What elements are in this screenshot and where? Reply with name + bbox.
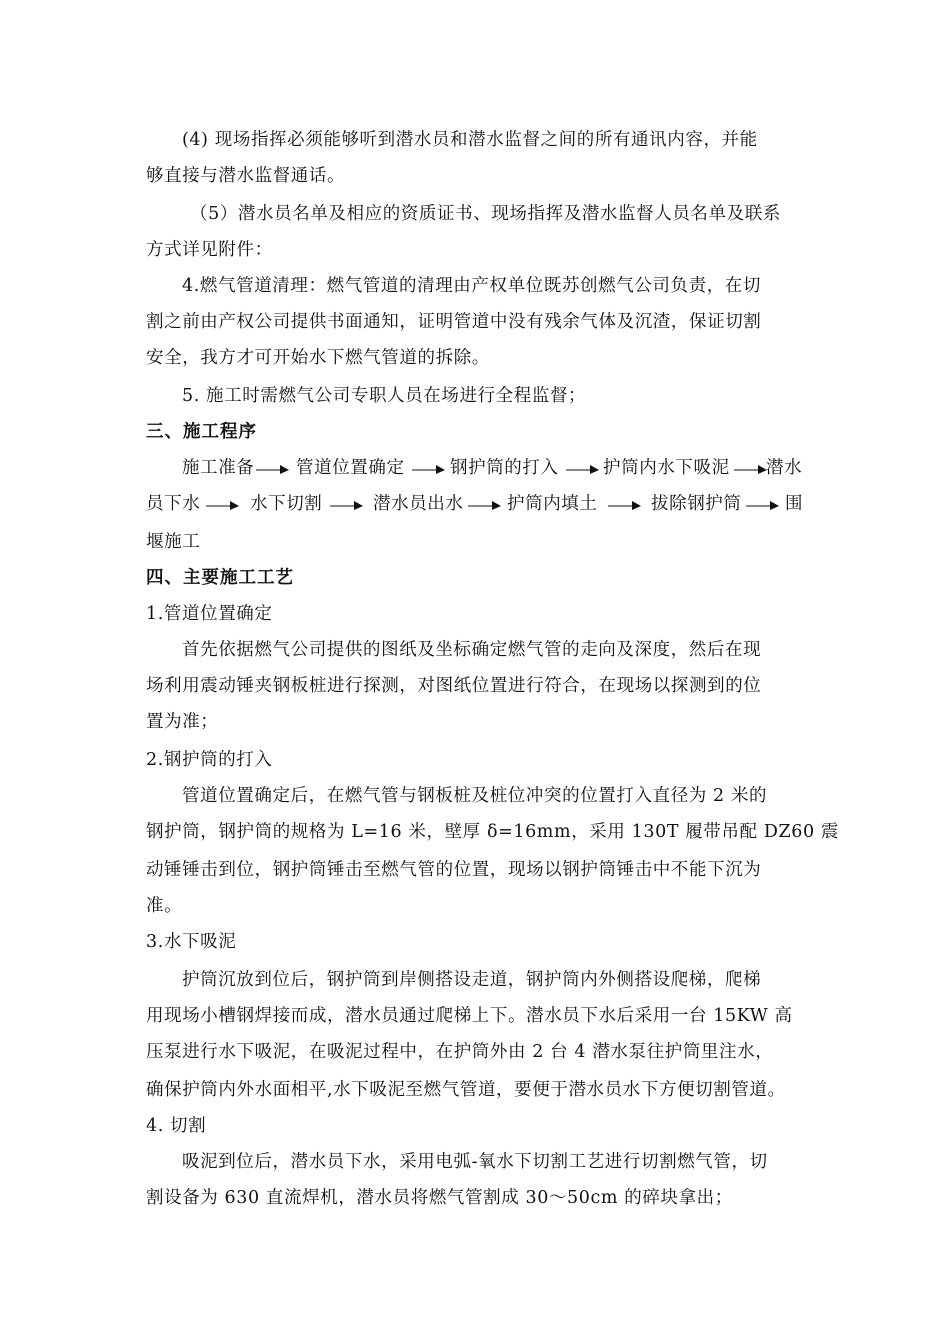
flow-step: 潜水员出水 bbox=[373, 494, 464, 514]
paragraph-line: 准。 bbox=[146, 896, 183, 916]
paragraph-line: 压泵进行水下吸泥，在吸泥过程中，在护筒外由 2 台 4 潜水泵往护筒里注水， bbox=[146, 1042, 774, 1062]
arrow-right-icon bbox=[468, 499, 502, 511]
flow-step: 管道位置确定 bbox=[296, 458, 405, 478]
flow-step: 水下切割 bbox=[250, 494, 323, 514]
paragraph-line: 割之前由产权公司提供书面通知，证明管道中没有残余气体及沉渣，保证切割 bbox=[146, 312, 762, 332]
flow-step: 拔除钢护筒 bbox=[651, 494, 742, 514]
subsection-title: 4. 切割 bbox=[146, 1116, 207, 1136]
flow-step: 施工准备 bbox=[182, 458, 255, 478]
paragraph-line: 钢护筒，钢护筒的规格为 L=16 米，壁厚 δ=16mm，采用 130T 履带吊配 DZ60 震 bbox=[146, 822, 839, 842]
flow-step: 围 bbox=[785, 494, 804, 514]
arrow-right-icon bbox=[566, 463, 600, 475]
arrow-right-icon bbox=[256, 463, 290, 475]
flow-step: 员下水 bbox=[146, 494, 201, 514]
paragraph-line: (4) 现场指挥必须能够听到潜水员和潜水监督之间的所有通讯内容，并能 bbox=[182, 130, 758, 150]
arrow-right-icon bbox=[734, 463, 768, 475]
paragraph-line: 首先依据燃气公司提供的图纸及坐标确定燃气管的走向及深度，然后在现 bbox=[182, 640, 762, 660]
arrow-right-icon bbox=[608, 499, 642, 511]
paragraph-line: 割设备为 630 直流焊机，潜水员将燃气管割成 30～50cm 的碎块拿出； bbox=[146, 1188, 733, 1208]
subsection-title: 2.钢护筒的打入 bbox=[146, 750, 273, 770]
arrow-right-icon bbox=[412, 463, 446, 475]
arrow-right-icon bbox=[330, 499, 364, 511]
paragraph-line: 吸泥到位后，潜水员下水，采用电弧-氧水下切割工艺进行切割燃气管，切 bbox=[182, 1152, 768, 1172]
paragraph-line: 管道位置确定后，在燃气管与钢板桩及桩位冲突的位置打入直径为 2 米的 bbox=[182, 786, 768, 806]
arrow-right-icon bbox=[746, 499, 780, 511]
flow-step: 潜水 bbox=[766, 458, 803, 478]
section-heading: 四、主要施工工艺 bbox=[146, 568, 294, 588]
flow-step: 护筒内水下吸泥 bbox=[603, 458, 730, 478]
paragraph-line: 置为准； bbox=[146, 712, 219, 732]
paragraph-line: 方式详见附件： bbox=[146, 240, 273, 260]
paragraph-line: 动锤锤击到位，钢护筒锤击至燃气管的位置，现场以钢护筒锤击中不能下沉为 bbox=[146, 860, 762, 880]
section-heading: 三、施工程序 bbox=[146, 422, 257, 442]
paragraph-line: （5）潜水员名单及相应的资质证书、现场指挥及潜水监督人员名单及联系 bbox=[190, 204, 781, 224]
flow-step: 护筒内填土 bbox=[507, 494, 598, 514]
flow-step: 堰施工 bbox=[146, 532, 201, 552]
flow-step: 钢护筒的打入 bbox=[450, 458, 559, 478]
paragraph-line: 场利用震动锤夹钢板桩进行探测，对图纸位置进行符合，在现场以探测到的位 bbox=[146, 676, 762, 696]
arrow-right-icon bbox=[206, 499, 240, 511]
paragraph-line: 5. 施工时需燃气公司专职人员在场进行全程监督； bbox=[182, 386, 587, 406]
paragraph-line: 4.燃气管道清理：燃气管道的清理由产权单位既苏创燃气公司负责，在切 bbox=[182, 276, 761, 296]
paragraph-line: 够直接与潜水监督通话。 bbox=[146, 166, 346, 186]
subsection-title: 1.管道位置确定 bbox=[146, 604, 273, 624]
paragraph-line: 用现场小槽钢焊接而成，潜水员通过爬梯上下。潜水员下水后采用一台 15KW 高 bbox=[146, 1006, 793, 1026]
paragraph-line: 确保护筒内外水面相平,水下吸泥至燃气管道，要便于潜水员水下方便切割管道。 bbox=[146, 1080, 786, 1100]
subsection-title: 3.水下吸泥 bbox=[146, 932, 237, 952]
paragraph-line: 护筒沉放到位后，钢护筒到岸侧搭设走道，钢护筒内外侧搭设爬梯，爬梯 bbox=[182, 970, 762, 990]
paragraph-line: 安全，我方才可开始水下燃气管道的拆除。 bbox=[146, 348, 490, 368]
